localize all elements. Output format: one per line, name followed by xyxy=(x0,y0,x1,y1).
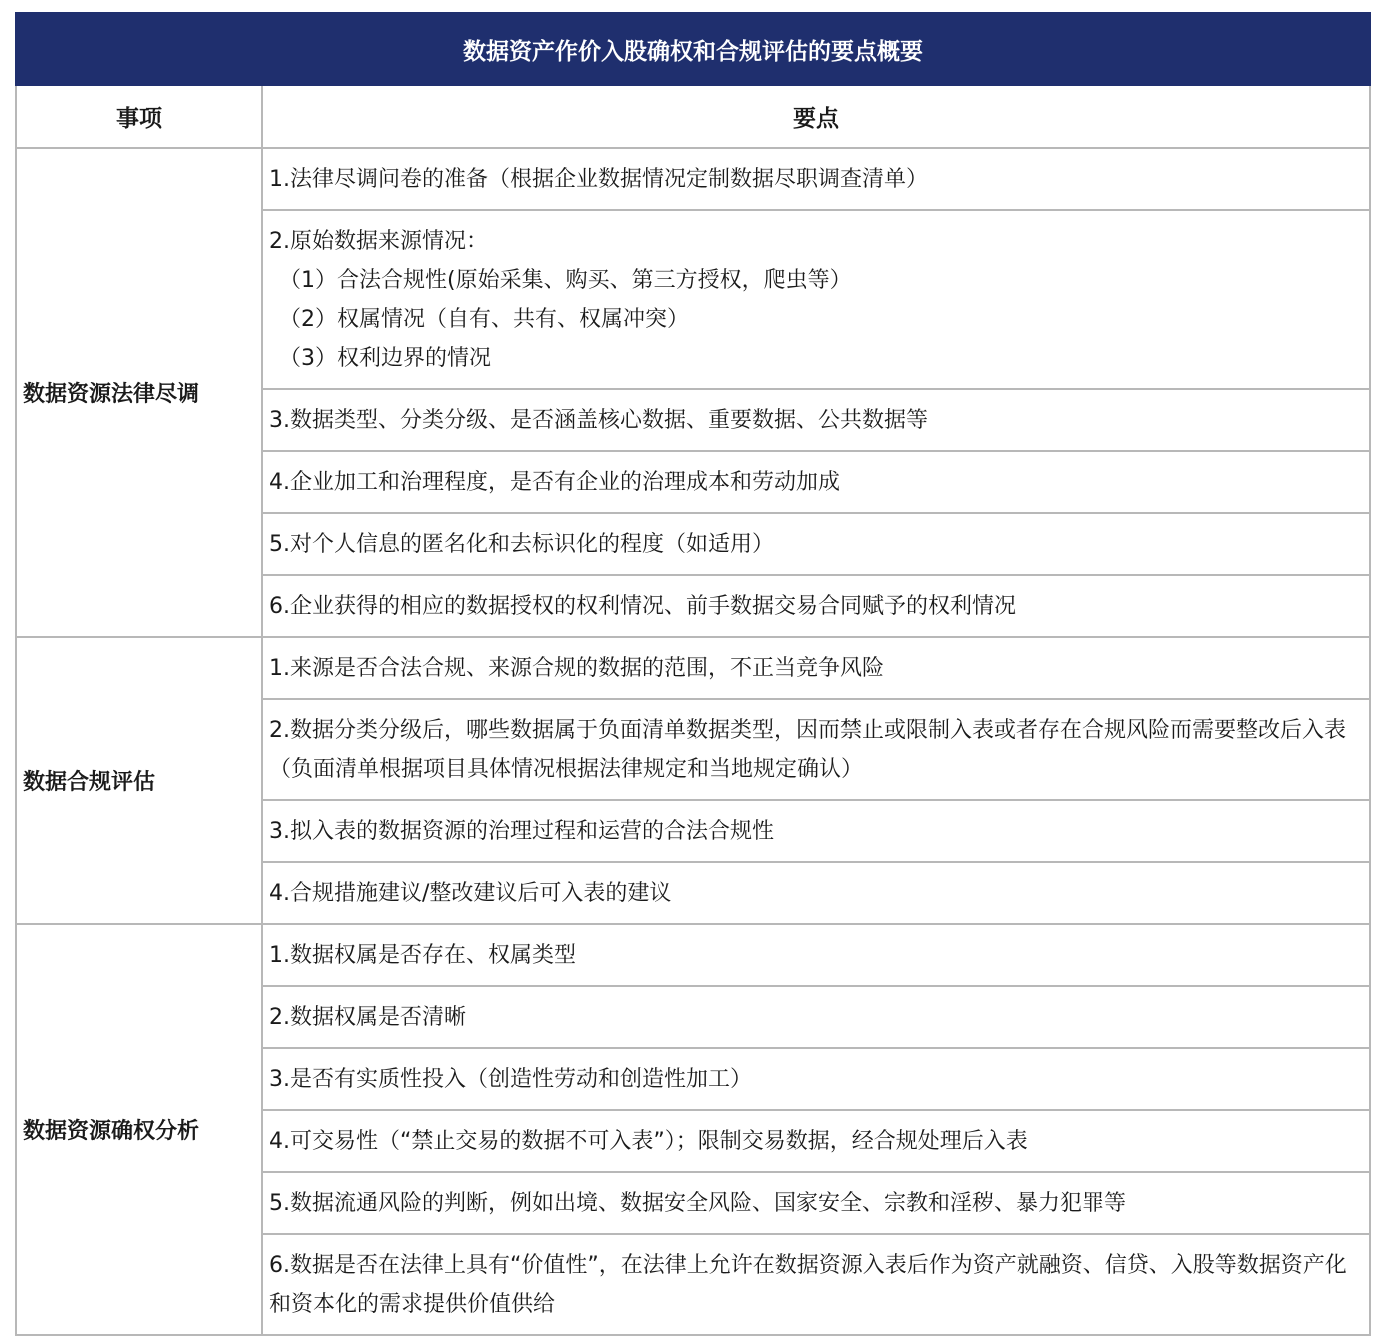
point-cell xyxy=(262,389,1370,451)
header-item: 事项 xyxy=(16,85,262,148)
point-cell xyxy=(262,210,1370,389)
point-text: 3.数据类型、分类分级、是否涵盖核心数据、重要数据、公共数据等 xyxy=(269,408,928,433)
point-cell xyxy=(262,513,1370,575)
point-cell xyxy=(262,1234,1370,1335)
point-text: 2.数据权属是否清晰 xyxy=(269,1005,466,1030)
category-cell: 数据合规评估 xyxy=(16,637,262,924)
point-cell xyxy=(262,1172,1370,1234)
table-title: 数据资产作价入股确权和合规评估的要点概要 xyxy=(16,13,1370,85)
table-row xyxy=(16,637,1370,699)
point-text: 5.对个人信息的匿名化和去标识化的程度（如适用） xyxy=(269,532,774,557)
point-cell xyxy=(262,924,1370,986)
point-text: 4.企业加工和治理程度，是否有企业的治理成本和劳动加成 xyxy=(269,470,840,495)
point-cell xyxy=(262,637,1370,699)
point-text: 5.数据流通风险的判断，例如出境、数据安全风险、国家安全、宗教和淫秽、暴力犯罪等 xyxy=(269,1191,1126,1216)
point-subitem: （2）权属情况（自有、共有、权属冲突） xyxy=(279,307,689,332)
header-row xyxy=(16,85,1370,148)
point-text: 2.数据分类分级后，哪些数据属于负面清单数据类型，因而禁止或限制入表或者存在合规风险而需要整改后入表（负面清单根据项目具体情况根据法律规定和当地规定确认） xyxy=(269,718,1346,782)
point-cell xyxy=(262,986,1370,1048)
table-row xyxy=(16,148,1370,210)
point-text: 6.企业获得的相应的数据授权的权利情况、前手数据交易合同赋予的权利情况 xyxy=(269,594,1016,619)
table-row xyxy=(16,924,1370,986)
table-container xyxy=(15,12,1369,1336)
table-body xyxy=(16,148,1370,1335)
point-text: 1.数据权属是否存在、权属类型 xyxy=(269,943,576,968)
category-cell: 数据资源确权分析 xyxy=(16,924,262,1335)
point-subitem: （3）权利边界的情况 xyxy=(279,346,491,371)
point-cell xyxy=(262,148,1370,210)
point-cell xyxy=(262,575,1370,637)
point-cell xyxy=(262,800,1370,862)
point-cell xyxy=(262,699,1370,800)
point-text: 1.来源是否合法合规、来源合规的数据的范围，不正当竞争风险 xyxy=(269,656,884,681)
point-subitem: （1）合法合规性(原始采集、购买、第三方授权，爬虫等） xyxy=(279,268,852,293)
point-cell xyxy=(262,1110,1370,1172)
summary-table xyxy=(15,12,1371,1336)
title-row xyxy=(16,13,1370,85)
point-text: 3.拟入表的数据资源的治理过程和运营的合法合规性 xyxy=(269,819,774,844)
point-cell xyxy=(262,1048,1370,1110)
point-cell xyxy=(262,862,1370,924)
point-text: 3.是否有实质性投入（创造性劳动和创造性加工） xyxy=(269,1067,752,1092)
header-points: 要点 xyxy=(262,85,1370,148)
point-cell xyxy=(262,451,1370,513)
point-text: 2.原始数据来源情况： xyxy=(269,229,488,254)
point-text: 4.合规措施建议/整改建议后可入表的建议 xyxy=(269,881,672,906)
point-text: 6.数据是否在法律上具有“价值性”，在法律上允许在数据资源入表后作为资产就融资、信贷、入股等数据资产化和资本化的需求提供价值供给 xyxy=(269,1253,1347,1317)
point-text: 4.可交易性（“禁止交易的数据不可入表”）；限制交易数据，经合规处理后入表 xyxy=(269,1129,1028,1154)
point-text: 1.法律尽调问卷的准备（根据企业数据情况定制数据尽职调查清单） xyxy=(269,167,928,192)
category-cell: 数据资源法律尽调 xyxy=(16,148,262,637)
